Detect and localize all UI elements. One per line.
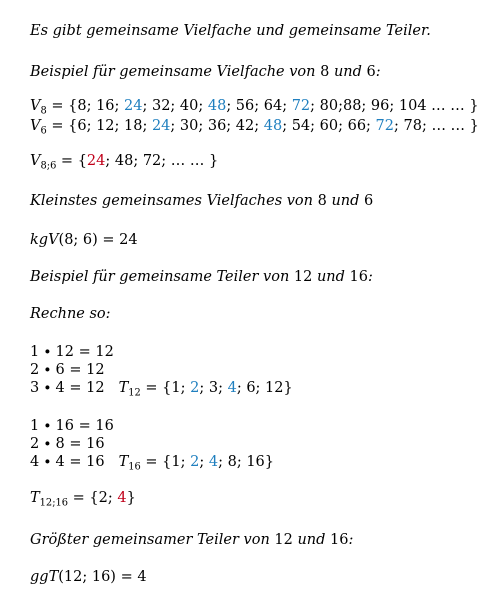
set-t1216-gcd-4: 4 [117,490,127,506]
divisors-heading-a: 12 [293,269,313,285]
kgv-result [30,231,138,249]
set-t16-common-2: 2 [190,454,200,470]
set-v8-close: ; 80;88; 96; 104 … … } [310,98,479,114]
set-v8-open: = {8; 16; [46,98,125,114]
multiples-heading-label: Beispiel für gemeinsame Vielfache von [30,64,316,80]
set-t1216-open: = {2; [68,490,118,506]
ggt-heading-label: Größter gemeinsamer Teiler von [30,532,270,548]
intro-text: Es gibt gemeinsame Vielfache und gemeinsame Teiler. [30,23,431,39]
set-v6 [30,117,479,135]
set-v86-close: ; 48; 72; … … } [105,153,219,169]
set-t1216-close: } [126,490,136,506]
set-t16-open: = {1; [140,454,191,470]
set-t16-close: ; 8; 16} [218,454,274,470]
set-v8-common-72: 72 [291,98,311,114]
product-16-row-2: 2 ∙ 8 = 16 [30,436,105,452]
set-v86-lcm-24: 24 [86,153,106,169]
kgv-heading-label: Kleinstes gemeinsames Vielfaches von [30,193,313,209]
divisors-heading-and: und [316,269,345,285]
rechne-so: Rechne so: [30,306,111,322]
multiples-heading-b: 6 [366,64,376,80]
set-t12-close: ; 6; 12} [236,380,293,396]
divisors-example-heading [30,268,373,286]
set-v6-common-24: 24 [151,118,171,134]
set-t1216-var: T [30,490,40,506]
ggt-heading-and: und [297,532,326,548]
set-t16-common-4: 4 [208,454,219,470]
set-v6-sub: 6 [40,125,47,137]
set-v86-var: V [30,153,41,169]
set-v6-common-48: 48 [263,118,283,134]
set-t1216-sub: 12;16 [39,497,69,509]
product-12-row-1: 1 ∙ 12 = 12 [30,344,114,360]
kgv-heading-and: und [331,193,360,209]
multiples-heading-colon: : [375,64,381,80]
set-v8 [30,97,479,115]
set-v6-open: = {6; 12; 18; [46,118,152,134]
set-t12-var: T [118,380,129,396]
set-v8-mid2: ; 56; 64; [226,98,292,114]
set-v8-sub: 8 [40,105,47,117]
set-v6-mid1: ; 30; 36; 42; [170,118,264,134]
kgv-args: (8; 6) = 24 [58,232,138,248]
ggt-heading-colon: : [348,532,354,548]
kgv-fn: kgV [30,232,59,248]
set-t12-open: = {1; [140,380,191,396]
set-v8-common-48: 48 [207,98,227,114]
divisors-heading-colon: : [368,269,373,285]
product-16-row-3-text: 4 ∙ 4 = 16 [30,454,105,470]
kgv-heading-b: 6 [364,193,374,209]
kgv-heading [30,192,373,210]
ggt-heading [30,531,353,549]
ggt-heading-a: 12 [274,532,293,548]
multiples-example-heading [30,63,381,81]
set-v6-var: V [30,118,41,134]
set-t16-sub: 16 [128,461,141,473]
product-16-row-1: 1 ∙ 16 = 16 [30,418,114,434]
multiples-heading-a: 8 [320,64,330,80]
set-v8-var: V [30,98,41,114]
product-12-row-3-text: 3 ∙ 4 = 12 [30,380,105,396]
kgv-heading-a: 8 [317,193,327,209]
ggt-heading-b: 16 [330,532,349,548]
set-t16-var: T [118,454,129,470]
set-v86 [30,152,218,170]
set-v6-common-72: 72 [375,118,394,134]
product-12-row-3 [30,379,293,397]
divisors-heading-label: Beispiel für gemeinsame Teiler von [30,269,290,285]
ggt-args: (12; 16) = 4 [58,569,147,585]
set-v8-mid1: ; 32; 40; [142,98,208,114]
ggt-result [30,568,147,586]
set-t1216 [30,489,136,507]
multiples-heading-and: und [333,64,362,80]
set-t12-common-2: 2 [190,380,200,396]
set-v6-mid2: ; 54; 60; 66; [282,118,376,134]
set-t12-mid: ; 3; [199,380,228,396]
product-16-row-3 [30,453,274,471]
set-v86-open: = { [56,153,87,169]
divisors-heading-b: 16 [349,269,368,285]
set-t12-common-4: 4 [227,380,237,396]
ggt-fn: ggT [30,569,59,585]
product-12-row-2: 2 ∙ 6 = 12 [30,362,105,378]
set-v8-common-24: 24 [124,98,143,114]
set-v6-close: ; 78; … … } [394,118,479,134]
set-v86-sub: 8;6 [40,160,57,172]
set-t16-mid: ; [199,454,209,470]
set-t12-sub: 12 [128,387,141,399]
